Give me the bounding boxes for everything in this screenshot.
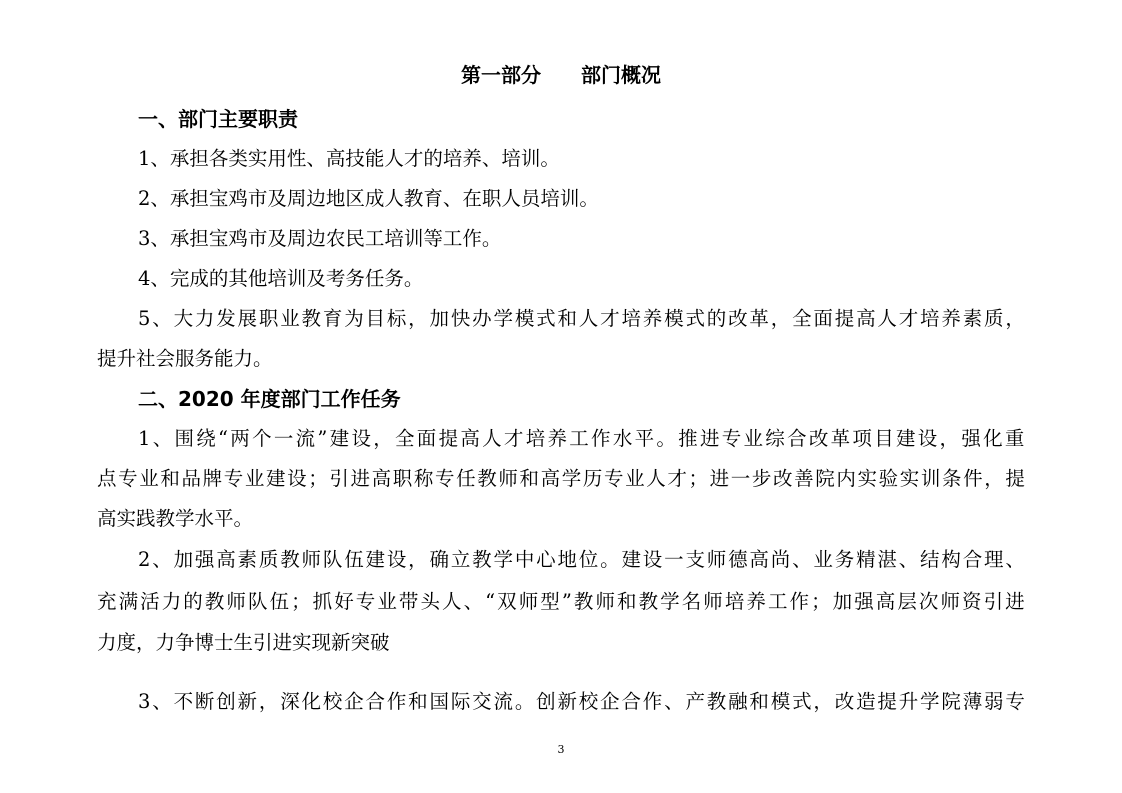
paragraph-line: 提升社会服务能力。 (97, 347, 273, 370)
paragraph-line: 2 、 加 强 高 素 质 教 师 队 伍 建 设 ， 确 立 教 学 中 心 地 位 。 建 设 一 支 师 德 高 尚 、 业 务 精 湛 、 结 构 合 理 、 (138, 548, 1025, 571)
paragraph-line: 1、承担各类实用性、高技能人才的培养、培训。 (138, 147, 560, 170)
paragraph-line: 2、承担宝鸡市及周边地区成人教育、在职人员培训。 (138, 187, 599, 210)
page-number: 3 (557, 743, 565, 756)
paragraph-line: 3、承担宝鸡市及周边农民工培训等工作。 (138, 227, 502, 250)
paragraph-line: 3 、 不 断 创 新 ， 深 化 校 企 合 作 和 国 际 交 流 。 创 新 校 企 合 作 、 产 教 融 和 模 式 ， 改 造 提 升 学 院 薄 弱 专 (138, 690, 1025, 713)
paragraph-line: 4、完成的其他培训及考务任务。 (138, 267, 424, 290)
paragraph-line: 高实践教学水平。 (97, 507, 254, 530)
paragraph-line: 1 、 围 绕 “ 两 个 一 流 ” 建 设 ， 全 面 提 高 人 才 培 养 工 作 水 平 。 推 进 专 业 综 合 改 革 项 目 建 设 ， 强 化 重 (138, 427, 1025, 450)
paragraph-line: 5 、 大 力 发 展 职 业 教 育 为 目 标 ， 加 快 办 学 模 式 和 人 才 培 养 模 式 的 改 革 ， 全 面 提 高 人 才 培 养 素 质 ， (138, 307, 1025, 330)
paragraph-line: 充 满 活 力 的 教 师 队 伍 ； 抓 好 专 业 带 头 人 、 “ 双 师 型 ” 教 师 和 教 学 名 师 培 养 工 作 ； 加 强 高 层 次 师 资 引 进 (97, 590, 1025, 613)
section-heading-tasks: 二、2020 年度部门工作任务 (138, 387, 401, 411)
paragraph-line: 力度，力争博士生引进实现新突破 (97, 631, 390, 654)
section-heading-duties: 一、部门主要职责 (138, 107, 298, 131)
part-title: 第一部分 部门概况 (461, 63, 661, 87)
paragraph-line: 点 专 业 和 品 牌 专 业 建 设 ； 引 进 高 职 称 专 任 教 师 和 高 学 历 专 业 人 才 ； 进 一 步 改 善 院 内 实 验 实 训 条 件 ， 提 (97, 467, 1025, 490)
